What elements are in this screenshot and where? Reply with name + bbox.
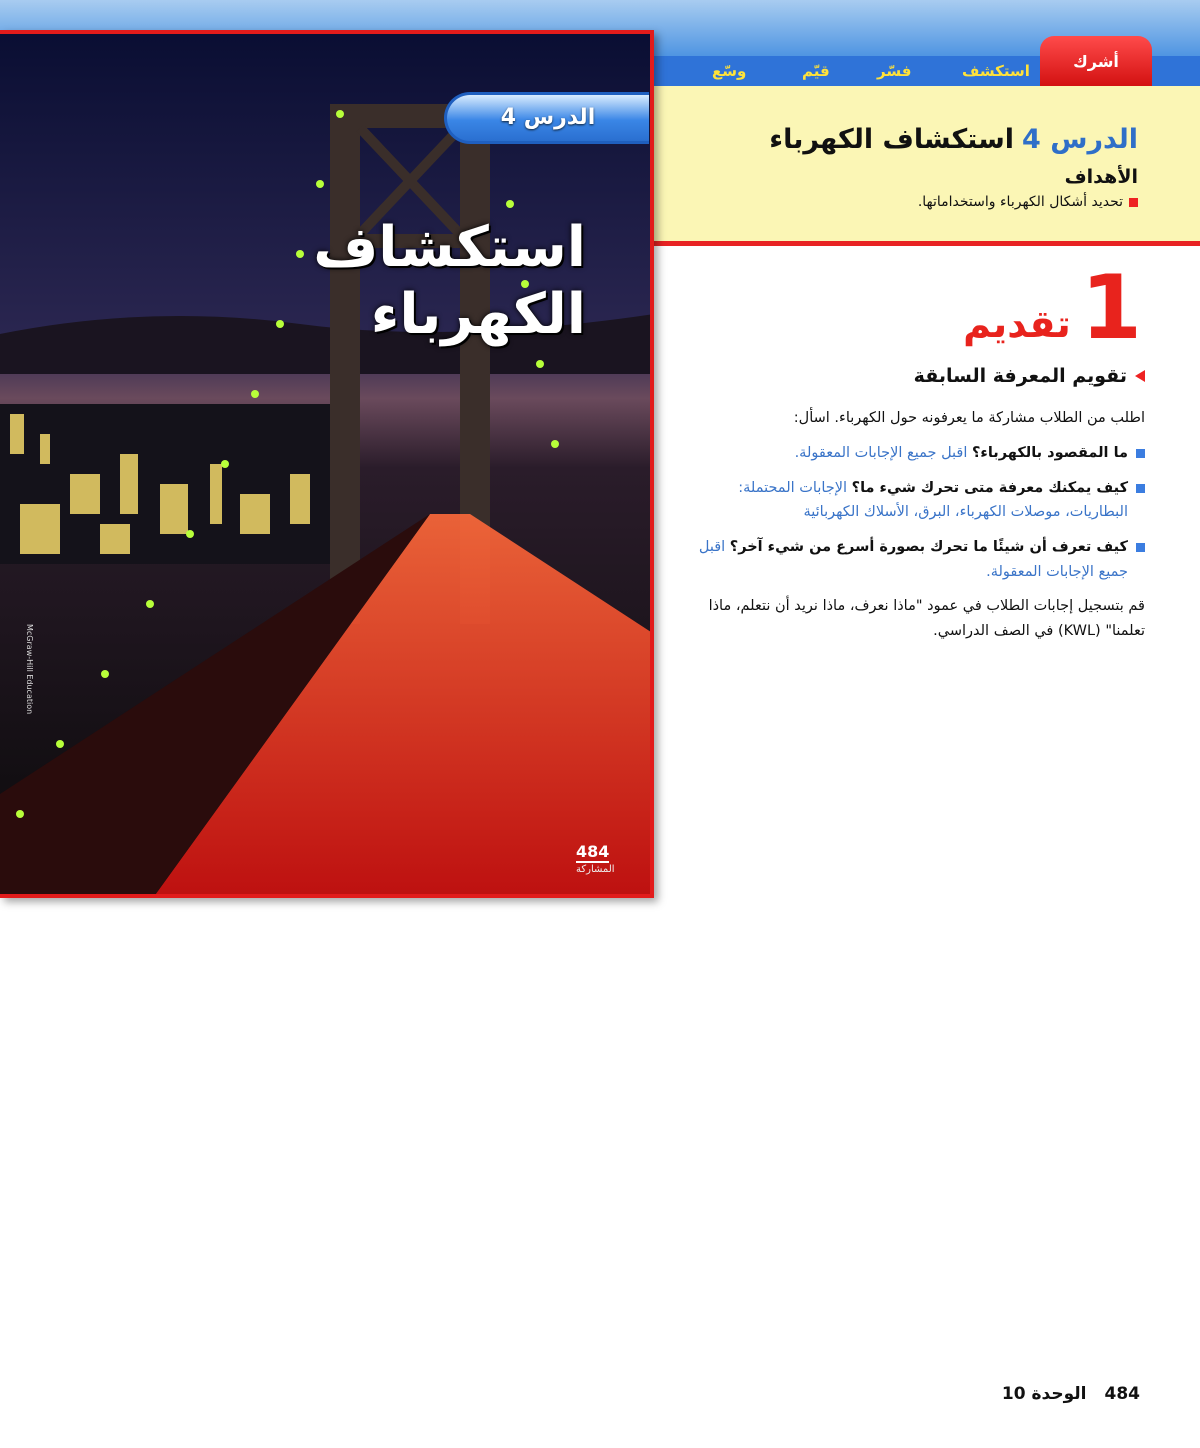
list-item	[690, 441, 1145, 466]
goal-item	[672, 194, 1138, 210]
nav-item-extend[interactable]: وسّع	[712, 62, 747, 80]
question-text: كيف يمكنك معرفة متى تحرك شيء ما؟	[851, 479, 1128, 496]
question-list	[690, 441, 1145, 584]
subheading	[690, 360, 1145, 392]
answer-text: الإجابات المحتملة: البطاريات، موصلات الكهرباء، البرق، الأسلاك الكهربائية	[738, 479, 1128, 521]
intro-paragraph: اطلب من الطلاب مشاركة ما يعرفونه حول الكهرباء. اسأل:	[793, 410, 1145, 427]
book-lesson-tab: الدرس 4	[444, 92, 649, 144]
section-number: 1	[1080, 256, 1142, 359]
answer-text: اقبل جميع الإجابات المعقولة.	[794, 444, 968, 461]
book-title	[313, 214, 586, 348]
closing-paragraph: قم بتسجيل إجابات الطلاب في عمود "ماذا نعرف، ماذا نريد أن نتعلم، ماذا تعلمنا" (KWL) في الصف الدراسي.	[708, 598, 1145, 639]
list-item	[690, 476, 1145, 525]
bullet-square-icon	[1136, 543, 1145, 552]
footer-unit: الوحدة 10	[1001, 1384, 1087, 1404]
section-heading	[963, 256, 1142, 359]
question-text: كيف تعرف أن شيئًا ما تحرك بصورة أسرع من شيء آخر؟	[729, 538, 1128, 555]
book-page-number: 484	[576, 842, 610, 861]
book-title-line2: الكهرباء	[370, 282, 586, 348]
section-title: تقديم	[963, 301, 1071, 346]
triangle-bullet-icon	[1135, 370, 1145, 382]
nav-item-explore[interactable]: استكشف	[962, 62, 1030, 80]
page-footer	[1002, 1384, 1140, 1404]
bullet-square-icon	[1136, 484, 1145, 493]
student-book-page	[0, 30, 654, 898]
footer-page-number: 484	[1104, 1384, 1140, 1404]
lesson-header	[652, 86, 1200, 246]
question-text: ما المقصود بالكهرباء؟	[972, 444, 1128, 461]
bridge-photo	[0, 34, 654, 898]
goals-heading: الأهداف	[1064, 166, 1138, 189]
goal-text: تحديد أشكال الكهرباء واستخداماتها.	[917, 194, 1123, 211]
book-page-sub: المشاركة	[576, 864, 615, 875]
bullet-square-icon	[1129, 198, 1138, 207]
nav-item-engage[interactable]: أشرك	[1040, 36, 1152, 88]
nav-item-explain[interactable]: فسّر	[877, 62, 912, 80]
lesson-title: استكشاف الكهرباء	[769, 124, 1014, 155]
bullet-square-icon	[1136, 449, 1145, 458]
lesson-heading	[672, 124, 1138, 156]
list-item	[690, 535, 1145, 584]
subheading-text: تقويم المعرفة السابقة	[913, 365, 1127, 387]
book-title-line1: استكشاف	[313, 215, 586, 280]
nav-item-evaluate[interactable]: قيّم	[802, 62, 830, 80]
photo-credit: McGraw-Hill Education	[25, 624, 34, 715]
answer-text: اقبل جميع الإجابات المعقولة.	[698, 538, 1128, 580]
lesson-label: الدرس 4	[1022, 124, 1138, 155]
section-content	[690, 360, 1145, 653]
